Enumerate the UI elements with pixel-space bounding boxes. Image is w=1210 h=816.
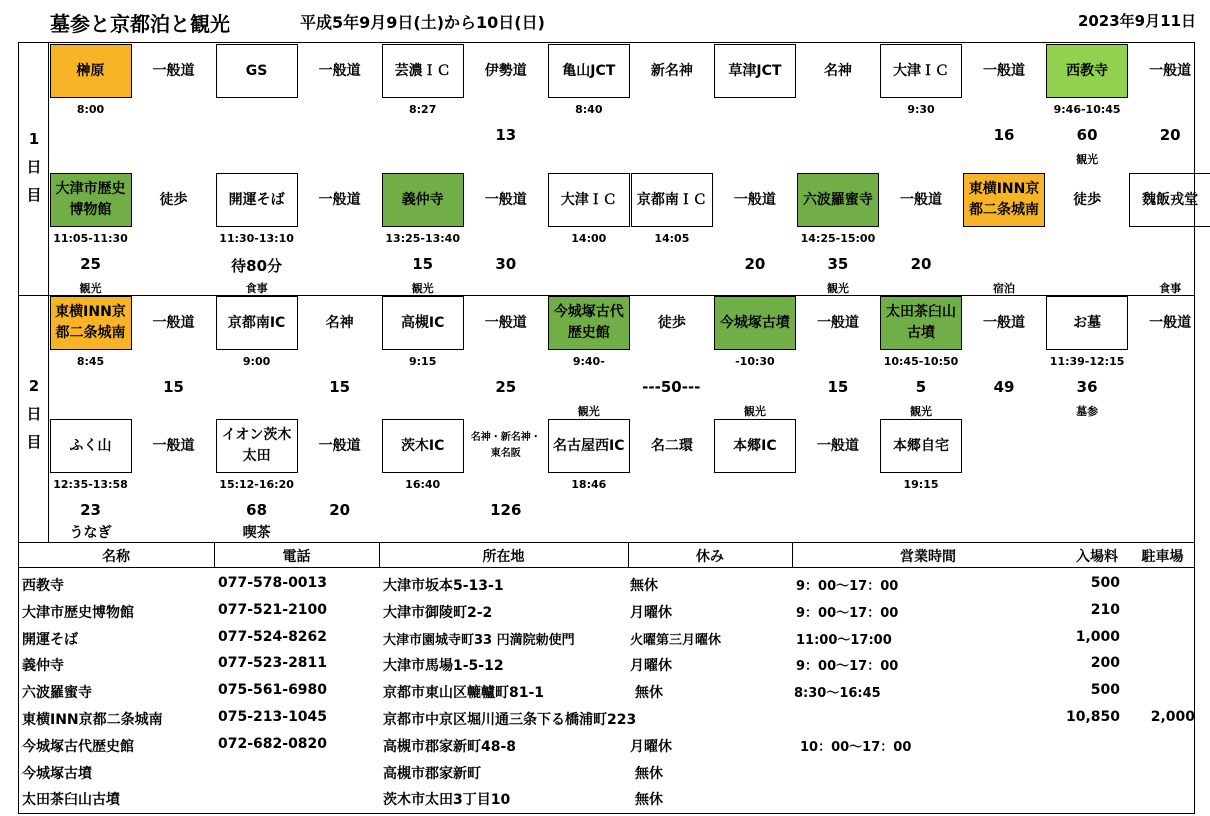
table-header-line: [18, 567, 1195, 568]
stop-note: 食事: [245, 282, 268, 295]
route-segment: 名神: [823, 62, 852, 79]
table-cell: 高槻市郡家新町: [383, 765, 481, 782]
duration-minutes-span: ---50---: [642, 378, 701, 396]
route-segment: 徒歩: [159, 191, 188, 208]
duration-minutes: 15: [827, 378, 849, 396]
table-cell: 大津市御陵町2-2: [383, 604, 493, 621]
duration-minutes: 13: [495, 126, 517, 144]
stop-time: 14:25-15:00: [800, 232, 876, 245]
table-cell: 大津市歴史博物館: [22, 604, 134, 621]
duration-minutes: 35: [827, 255, 849, 273]
route-segment: 一般道: [318, 191, 361, 208]
stop-node: 大津ＩＣ: [548, 173, 630, 227]
table-cell: 東横INN京都二条城南: [22, 712, 163, 728]
duration-minutes: 16: [993, 126, 1015, 144]
table-cell: 無休: [635, 765, 663, 782]
stop-node: 芸濃ＩＣ: [382, 44, 464, 98]
stop-node: 京都南IC: [216, 296, 298, 350]
route-segment: 名神: [325, 314, 354, 331]
stop-note: 宿泊: [993, 282, 1016, 295]
stop-node: 京都南ＩＣ: [631, 173, 713, 227]
stop-node: 本郷自宅: [880, 419, 962, 473]
table-cell: 9：00～17：00: [796, 659, 899, 675]
duration-minutes: 60: [1076, 126, 1098, 144]
duration-minutes: 15: [329, 378, 351, 396]
table-cell-fee: 500: [1090, 682, 1120, 699]
table-cell: 月曜休: [630, 658, 672, 675]
table-cell: 大津市馬場1-5-12: [383, 658, 504, 675]
route-segment: 一般道: [152, 437, 195, 454]
table-cell: 今城塚古代歴史館: [22, 738, 134, 755]
duration-minutes: 15: [163, 378, 184, 396]
route-segment: 一般道: [733, 191, 776, 208]
duration-minutes: 20: [910, 255, 932, 273]
duration-minutes: 23: [80, 501, 101, 519]
stop-node: 東横INN京都二条城南: [963, 173, 1045, 227]
stop-time: 9:15: [409, 355, 437, 368]
stop-time: 11:39-12:15: [1049, 355, 1125, 368]
created-date: 2023年9月11日: [1077, 12, 1196, 30]
table-cell-fee: 500: [1090, 575, 1120, 591]
stop-node: 義仲寺: [382, 173, 464, 227]
stop-node: 今城塚古代歴史館: [548, 296, 630, 350]
stop-time: 11:30-13:10: [219, 232, 294, 245]
stop-node: 東横INN京都二条城南: [50, 296, 132, 350]
route-segment: 一般道: [983, 314, 1026, 331]
table-header-cell: 所在地: [482, 549, 525, 565]
stop-time: 8:45: [76, 355, 105, 368]
stop-node: 大津市歴史博物館: [50, 173, 132, 227]
table-cell: 火曜第三月曜休: [630, 632, 722, 648]
table-header-cell: 駐車場: [1141, 549, 1184, 565]
table-cell: 義仲寺: [22, 658, 64, 675]
duration-minutes: 20: [329, 501, 351, 519]
table-header-cell: 営業時間: [900, 549, 956, 565]
table-cell-fee: 10,850: [1065, 709, 1120, 725]
stop-note: 食事: [1159, 282, 1182, 295]
table-header-cell: 電話: [282, 549, 311, 565]
table-header-cell: 入場料: [1076, 549, 1118, 565]
stop-node: 高槻IC: [382, 296, 464, 350]
stop-time: 11:05-11:30: [53, 232, 128, 245]
table-header-cell: 名称: [102, 549, 130, 565]
table-cell: 077-578-0013: [218, 575, 328, 591]
route-segment: 一般道: [1149, 314, 1192, 331]
stop-node: 亀山JCT: [548, 44, 630, 98]
table-header-cell: 休み: [696, 549, 724, 565]
stop-time: -10:30: [735, 355, 775, 368]
table-cell: 京都市中京区堀川通三条下る橋浦町223: [383, 712, 637, 728]
table-cell: 072-682-0820: [218, 735, 328, 752]
table-cell-fee: 1,000: [1075, 628, 1120, 645]
table-cell: 大津市園城寺町33 円満院勅使門: [383, 632, 575, 648]
table-cell: 11:00～17:00: [796, 632, 892, 648]
day-label-1: 1 日 目: [26, 130, 42, 204]
stop-note: 観光: [577, 405, 600, 418]
trip-dates: 平成5年9月9日(土)から10日(日): [300, 13, 545, 32]
duration-minutes: 20: [744, 255, 766, 273]
stop-time: 12:35-13:58: [53, 478, 128, 491]
table-cell: 8:30～16:45: [794, 686, 881, 702]
stop-node: 茨木IC: [382, 419, 464, 473]
stop-note: 観光: [79, 282, 102, 295]
stop-time: 10:45-10:50: [883, 355, 959, 368]
route-segment: 一般道: [900, 191, 942, 208]
stop-time: 8:00: [76, 103, 105, 116]
table-cell: 開運そば: [22, 631, 78, 648]
stop-time: 14:05: [654, 232, 690, 245]
table-cell: 077-523-2811: [218, 655, 328, 672]
route-segment: 一般道: [1149, 62, 1192, 79]
route-segment: 一般道: [152, 62, 195, 79]
duration-minutes: 20: [1159, 126, 1181, 144]
stop-time: 9:40-: [572, 355, 605, 368]
stop-time: 15:12-16:20: [219, 478, 294, 491]
duration-minutes: 25: [495, 378, 517, 396]
stop-time: 13:25-13:40: [385, 232, 460, 245]
duration-minutes: 5: [915, 378, 927, 396]
stop-node: 西教寺: [1046, 44, 1128, 98]
stop-time: 16:40: [405, 478, 441, 491]
route-segment: 一般道: [816, 314, 859, 331]
route-segment: 一般道: [983, 62, 1026, 79]
route-segment: 一般道: [816, 437, 859, 454]
table-cell: 077-524-8262: [218, 628, 328, 645]
table-cell: 月曜休: [630, 738, 672, 755]
table-cell: 10：00～17：00: [800, 739, 912, 755]
duration-minutes: 15: [412, 255, 434, 273]
stop-node: 今城塚古墳: [714, 296, 796, 350]
duration-minutes: 30: [495, 255, 517, 273]
stop-time: 8:27: [409, 103, 437, 116]
stop-node: 太田茶臼山古墳: [880, 296, 962, 350]
stop-note: うなぎ: [69, 525, 112, 541]
stop-node: イオン茨木太田: [216, 419, 298, 473]
table-cell: 六波羅蜜寺: [22, 685, 92, 702]
table-top-line: [18, 542, 1195, 543]
stop-node: ふく山: [50, 419, 132, 473]
stop-time: 9:46-10:45: [1053, 103, 1121, 116]
duration-minutes: 36: [1076, 378, 1098, 396]
table-cell: 月曜休: [630, 604, 672, 621]
route-segment: 名二環: [650, 437, 693, 454]
table-cell: 茨木市太田3丁目10: [383, 792, 511, 809]
table-cell: 西教寺: [22, 578, 64, 594]
stop-node: 本郷IC: [714, 419, 796, 473]
table-cell: 075-561-6980: [218, 682, 328, 699]
table-cell-fee: 210: [1090, 601, 1120, 618]
table-cell-fee: 200: [1090, 655, 1120, 672]
route-segment: 一般道: [318, 62, 361, 79]
duration-minutes: 68: [246, 501, 268, 519]
stop-node: GS: [216, 44, 298, 98]
stop-node: 榊原: [50, 44, 132, 98]
route-segment: 一般道: [152, 314, 195, 331]
day-label-2: 2 日 目: [26, 377, 42, 451]
stop-time: 19:15: [903, 478, 939, 491]
table-cell: 高槻市郡家新町48-8: [383, 738, 517, 755]
table-cell: 今城塚古墳: [22, 765, 92, 782]
stop-node: 六波羅蜜寺: [797, 173, 879, 227]
route-segment: 一般道: [484, 191, 527, 208]
route-segment: 徒歩: [1073, 191, 1102, 208]
duration-minutes: 25: [80, 255, 101, 273]
stop-note: 喫茶: [242, 525, 271, 541]
stop-node: 大津ＩＣ: [880, 44, 962, 98]
stop-node: 開運そば: [216, 173, 298, 227]
table-cell: 075-213-1045: [218, 709, 328, 725]
stop-node: 草津JCT: [714, 44, 796, 98]
duration-minutes: 49: [993, 378, 1015, 396]
stop-node: 名古屋西IC: [548, 419, 630, 473]
table-cell: 大津市坂本5-13-1: [383, 578, 504, 594]
table-cell-parking: 2,000: [1150, 709, 1195, 725]
stop-note: 墓参: [1076, 405, 1099, 418]
stop-time: 9:00: [242, 355, 271, 368]
stop-time: 14:00: [571, 232, 607, 245]
stop-time: 8:40: [575, 103, 603, 116]
stop-note: 観光: [411, 282, 434, 295]
table-cell: 無休: [635, 792, 663, 809]
stop-note: 観光: [826, 282, 849, 295]
duration-minutes: 126: [490, 501, 522, 519]
stop-note: 観光: [1076, 153, 1099, 166]
stop-node: お墓: [1046, 296, 1128, 350]
route-segment: 一般道: [318, 437, 361, 454]
stop-time: 9:30: [907, 103, 935, 116]
stop-time: 18:46: [571, 478, 607, 491]
route-segment: 新名神: [650, 62, 693, 79]
route-segment: 伊勢道: [484, 62, 527, 79]
table-cell: 京都市東山区轆轤町81-1: [383, 685, 545, 702]
stop-note: 観光: [910, 405, 932, 418]
duration-minutes: 待80分: [231, 257, 283, 275]
table-cell: 太田茶臼山古墳: [22, 792, 120, 809]
stop-node: 魏飯戎堂: [1129, 173, 1210, 227]
route-segment: 徒歩: [657, 314, 686, 331]
table-cell: 9：00～17：00: [796, 605, 899, 621]
table-cell: 077-521-2100: [218, 601, 328, 618]
table-cell: 無休: [635, 685, 663, 702]
route-segment: 一般道: [484, 314, 527, 331]
route-segment: 名神・新名神・東名阪: [470, 432, 541, 459]
page-title: 墓参と京都泊と観光: [50, 12, 230, 36]
stop-note: 観光: [743, 405, 766, 418]
table-cell: 9：00～17：00: [796, 579, 899, 594]
table-cell: 無休: [630, 578, 658, 594]
